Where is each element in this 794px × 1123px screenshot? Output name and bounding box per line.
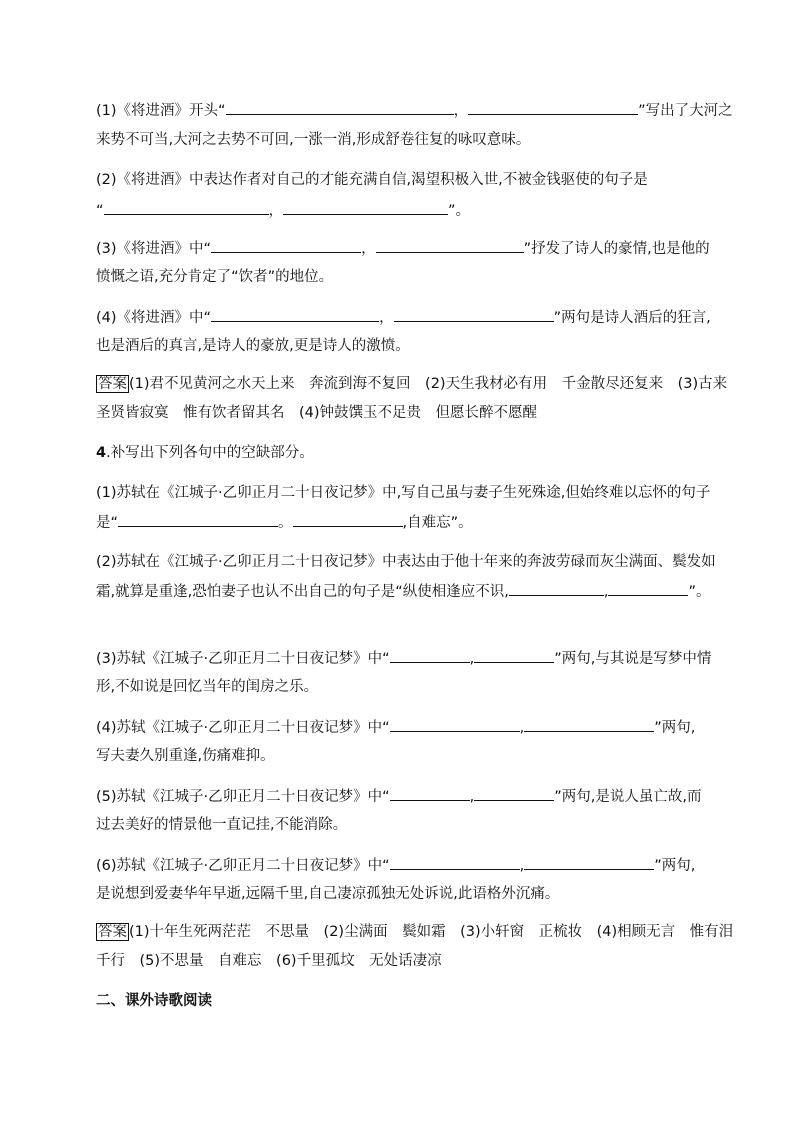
q3-item4-suffix: ”两句是诗人酒后的狂言,	[553, 310, 711, 326]
q3-item1-sep: ，	[453, 103, 469, 119]
q4-title: .补写出下列各句中的空缺部分。	[106, 445, 314, 461]
q4-item4-blank2[interactable]	[524, 717, 654, 732]
q4-item1-line1: (1)苏轼在《江城子·乙卯正月二十日夜记梦》中,写自己虽与妻子生死殊途,但始终难以忘怀的句子	[96, 485, 711, 501]
q4-item2-line1: (2)苏轼在《江城子·乙卯正月二十日夜记梦》中表达由于他十年来的奔波劳碌而灰尘满面、鬓发如	[96, 554, 716, 570]
q4-item1-line2	[96, 512, 473, 533]
q4-item2-sep: ,	[603, 584, 609, 600]
q3-item2-line1: (2)《将进酒》中表达作者对自己的才能充满自信,渴望积极入世,不被金钱驱使的句子是	[96, 172, 648, 188]
q4-heading	[96, 443, 314, 463]
q4-item6-suffix: ”两句,	[654, 858, 696, 874]
q3-item4-line1	[96, 307, 711, 328]
q4-item5-blank2[interactable]	[474, 786, 554, 801]
q4-item4-line1	[96, 717, 695, 738]
q3-item4-blank1[interactable]	[211, 307, 379, 322]
q3-item4-line2: 也是酒后的真言,是诗人的豪放,更是诗人的激愤。	[96, 338, 410, 354]
q4-item3-blank2[interactable]	[474, 648, 554, 663]
q4-item5-suffix: ”两句,是说人虽亡故,而	[554, 789, 702, 805]
q4-item5-prefix: (5)苏轼《江城子·乙卯正月二十日夜记梦》中“	[96, 789, 390, 805]
q3-item3-blank2[interactable]	[376, 238, 524, 253]
q3-item2-open: “	[96, 203, 104, 219]
q3-item4-blank2[interactable]	[394, 307, 554, 322]
q4-answer-text1: (1)十年生死两茫茫 不思量 (2)尘满面 鬓如霜 (3)小轩窗 正梳妆 (4)相顾无言 惟有泪	[129, 924, 734, 940]
q4-answer-line1	[96, 922, 733, 942]
q3-item1-line1	[96, 100, 733, 121]
q3-answer-text1: (1)君不见黄河之水天上来 奔流到海不复回 (2)天生我材必有用 千金散尽还复来 (3)古来	[129, 376, 728, 392]
q4-item4-blank1[interactable]	[390, 717, 520, 732]
q3-item2-blank2[interactable]	[283, 200, 448, 215]
q4-item6-sep: ,	[519, 858, 525, 874]
q4-item5-blank1[interactable]	[390, 786, 470, 801]
q4-item3-suffix: ”两句,与其说是写梦中情	[554, 651, 712, 667]
q4-item2-blank1[interactable]	[509, 581, 604, 596]
q4-item3-sep: ,	[469, 651, 475, 667]
section2-title: 二、课外诗歌阅读	[96, 993, 212, 1009]
q4-item2-blank2[interactable]	[608, 581, 688, 596]
q4-item2-prefix: 霜,就算是重逢,恐怕妻子也认不出自己的句子是“纵使相逢应不识,	[96, 584, 509, 600]
q4-item6-line2: 是说想到爱妻华年早逝,远隔千里,自己凄凉孤独无处诉说,此语格外沉痛。	[96, 886, 560, 902]
q4-item5-sep: ,	[469, 789, 475, 805]
q4-item1-prefix: 是“	[96, 515, 119, 531]
q3-item2-line2	[96, 200, 470, 221]
q3-item1-blank2[interactable]	[468, 100, 638, 115]
q4-item3-prefix: (3)苏轼《江城子·乙卯正月二十日夜记梦》中“	[96, 651, 390, 667]
q4-item1-blank2[interactable]	[293, 512, 403, 527]
q3-item1-line2: 来势不可当,大河之去势不可回,一涨一消,形成舒卷往复的咏叹意味。	[96, 132, 531, 148]
q4-item4-line2: 写夫妻久别重逢,伤痛难抑。	[96, 748, 275, 764]
q3-item3-prefix: (3)《将进酒》中“	[96, 241, 212, 257]
q4-item3-line1	[96, 648, 711, 669]
q3-item3-line1	[96, 238, 710, 259]
q3-item2-sep: ，	[268, 203, 284, 219]
q4-item1-end: ,自难忘”。	[402, 515, 473, 531]
q4-item2-end: ”。	[688, 584, 711, 600]
q4-number: 4	[96, 445, 107, 461]
q4-item6-blank2[interactable]	[524, 855, 654, 870]
q4-item6-blank1[interactable]	[390, 855, 520, 870]
q3-item3-blank1[interactable]	[211, 238, 361, 253]
q3-item2-blank1[interactable]	[104, 200, 269, 215]
answer-tag: 答案	[98, 924, 127, 940]
q3-answer-line1	[96, 374, 727, 394]
q4-item4-sep: ,	[519, 720, 525, 736]
q4-answer-line2: 千行 (5)不思量 自难忘 (6)千里孤坟 无处话凄凉	[96, 953, 442, 969]
q3-item3-line2: 愤慨之语,充分肯定了“饮者”的地位。	[96, 269, 334, 285]
q4-item1-sep: 。	[278, 515, 293, 531]
q3-answer-line2: 圣贤皆寂寞 惟有饮者留其名 (4)钟鼓馔玉不足贵 但愿长醉不愿醒	[96, 405, 538, 421]
q4-item5-line1	[96, 786, 702, 807]
q3-item4-sep: ，	[379, 310, 394, 326]
q3-item2-end: ”。	[448, 203, 471, 219]
q4-item4-prefix: (4)苏轼《江城子·乙卯正月二十日夜记梦》中“	[96, 720, 390, 736]
q3-item1-suffix: ”写出了大河之	[638, 103, 733, 119]
q4-item4-suffix: ”两句,	[654, 720, 696, 736]
q4-item6-line1	[96, 855, 695, 876]
q4-item2-line2	[96, 581, 710, 602]
q3-item3-sep: ，	[361, 241, 376, 257]
q4-item5-line2: 过去美好的情景他一直记挂,不能消除。	[96, 817, 348, 833]
q3-item3-suffix: ”抒发了诗人的豪情,也是他的	[523, 241, 710, 257]
q4-item6-prefix: (6)苏轼《江城子·乙卯正月二十日夜记梦》中“	[96, 858, 390, 874]
q4-item3-line2: 形,不如说是回忆当年的闺房之乐。	[96, 679, 319, 695]
q3-item4-prefix: (4)《将进酒》中“	[96, 310, 212, 326]
answer-tag: 答案	[98, 376, 127, 392]
q4-item3-blank1[interactable]	[390, 648, 470, 663]
q4-item1-blank1[interactable]	[118, 512, 278, 527]
q3-item1-blank1[interactable]	[226, 100, 454, 115]
q3-item1-prefix: (1)《将进酒》开头“	[96, 103, 226, 119]
